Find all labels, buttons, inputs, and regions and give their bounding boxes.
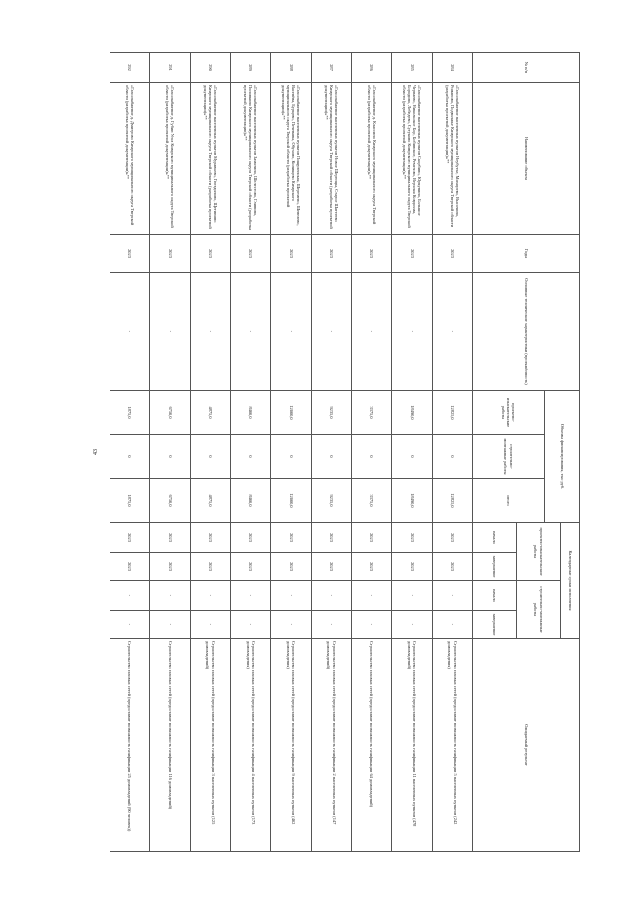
fin-total-value: 4875,0 [190,479,230,523]
construction-start: - [190,581,230,611]
row-number: 285 [391,53,431,83]
fin-construction-value: 0 [432,435,472,479]
design-end: 2023 [230,553,270,581]
fin-construction-value: 0 [351,435,391,479]
row-year: 2023 [149,235,189,273]
fin-design-value: 9235,0 [311,391,351,435]
construction-end: - [311,611,351,639]
construction-end: - [391,611,431,639]
row-number: 289 [230,53,270,83]
design-start: 2023 [270,523,310,553]
expected-result: Строительство газовых сетей (предоставит возможность газификации 64 домовладений) [351,639,391,852]
expected-result: Строительство газовых сетей (предоставит возможность газификации 25 домовладений (90 человек)) [110,639,149,852]
construction-start: - [391,581,431,611]
construction-start: - [432,581,472,611]
expected-result: Строительство газовых сетей (предоставит возможность газификации 5 населенных пунктов (242 домовладения) [432,639,472,852]
header-design-end: завершение [472,553,516,581]
document-page [110,52,580,852]
header-characteristics: Основные технические характеристики (протяжённость) [472,273,579,391]
design-start: 2023 [351,523,391,553]
expected-result: Строительство газовых сетей (предоставит возможность газификации 9 населенных пунктов (402 домовладения) [270,639,310,852]
header-construction-start: начало [472,581,516,611]
row-characteristics: - [230,273,270,391]
fin-total-value: 6750,0 [149,479,189,523]
row-characteristics: - [149,273,189,391]
object-name: «Газоснабжение д. Классино Кимрского муниципального округа Тверской области (разработка проектной документации)»** [351,83,391,235]
construction-end: - [149,611,189,639]
object-name: «Газоснабжение д. Губин Угол Кимрского муниципального округа Тверской области (разработка проектной документации)»** [149,83,189,235]
header-num: № п/п [472,53,579,83]
expected-result: Строительство газовых сетей (предоставит возможность газификации 4 населенных пунктов (173 домовладения) [230,639,270,852]
object-name: «Газоснабжение населенных пунктов Новое Шерепцы, Старое Шаттеево Кимрского муниципального округа Тверской области (разработка проектной документации)»** [311,83,351,235]
construction-start: - [351,581,391,611]
design-start: 2023 [391,523,431,553]
expected-result: Строительство газовых сетей (предоставит возможность газификации 11 населенных пунктов (478 домовладений) [391,639,431,852]
fin-construction-value: 0 [230,435,270,479]
construction-start: - [149,581,189,611]
row-characteristics: - [391,273,431,391]
design-start: 2023 [110,523,149,553]
header-dl-construction: строительно-монтажные работы [516,581,560,639]
row-number: 287 [311,53,351,83]
row-characteristics: - [110,273,149,391]
row-year: 2023 [391,235,431,273]
object-name: «Газоснабжение населенных пунктов Неубутье, Михирево, Высочино, Романово, Подволжье Кимрского муниципального округа Тверской области (разработка проектной документации)»** [432,83,472,235]
fin-total-value: 1875,0 [110,479,149,523]
header-years: Годы [472,235,579,273]
construction-end: - [230,611,270,639]
row-characteristics: - [190,273,230,391]
fin-construction-value: 0 [149,435,189,479]
expected-result: Строительство газовых сетей (предоставит возможность газификации 116 домовладений) [149,639,189,852]
header-design-start: начало [472,523,516,553]
construction-start: - [110,581,149,611]
construction-end: - [270,611,310,639]
fin-design-value: 12000,0 [270,391,310,435]
row-year: 2023 [110,235,149,273]
fin-design-value: 3375,0 [351,391,391,435]
row-characteristics: - [270,273,310,391]
header-financing: Объемы финансирования, тыс руб. [544,391,579,523]
fin-total-value: 12825,0 [432,479,472,523]
expected-result: Строительство газовых сетей (предоставит возможность газификации 2 населенных пунктов (147 домовладений) [311,639,351,852]
investment-table [110,52,580,852]
row-number: 288 [270,53,310,83]
row-year: 2023 [230,235,270,273]
row-characteristics: - [432,273,472,391]
object-name: «Газоснабжение д. Дмитрово Кимрского муниципального округа Тверской области (разработка проектной документации)»** [110,83,149,235]
fin-total-value: 9235,0 [311,479,351,523]
fin-construction-value: 0 [190,435,230,479]
fin-total-value: 18490,0 [391,479,431,523]
header-dl-design: проектно-изыскательские работы [516,523,560,581]
design-start: 2023 [432,523,472,553]
fin-design-value: 6750,0 [149,391,189,435]
fin-total-value: 3375,0 [351,479,391,523]
construction-end: - [190,611,230,639]
header-construction-end: завершение [472,611,516,639]
fin-construction-value: 0 [391,435,431,479]
row-year: 2023 [351,235,391,273]
header-result: Ожидаемый результат [472,639,579,852]
fin-construction-value: 0 [270,435,310,479]
object-name: «Газоснабжение населенных пунктов Муравьево, Гнездилово, Щетинино Кимрского муниципального округа Тверской области (разработка проектной документации)»** [190,83,230,235]
row-year: 2023 [190,235,230,273]
header-name: Наименование объекта [472,83,579,235]
design-end: 2023 [311,553,351,581]
design-end: 2023 [149,553,189,581]
row-year: 2023 [311,235,351,273]
design-end: 2023 [190,553,230,581]
design-start: 2023 [230,523,270,553]
design-start: 2023 [311,523,351,553]
object-name: «Газоснабжение населенных пунктов Замятино, Шелестово, Глинино, Поповкино Кимрского муниципального округа Тверской области (разработка проектной документации)»** [230,83,270,235]
row-number: 291 [149,53,189,83]
construction-end: - [351,611,391,639]
header-fin-construction: строительно-монтажные работы [472,435,544,479]
design-end: 2023 [270,553,310,581]
fin-design-value: 1875,0 [110,391,149,435]
header-fin-design: проектно-изыскательские работы [472,391,544,435]
row-characteristics: - [351,273,391,391]
fin-construction-value: 0 [110,435,149,479]
fin-design-value: 12825,0 [432,391,472,435]
design-end: 2023 [351,553,391,581]
fin-total-value: 12000,0 [270,479,310,523]
construction-start: - [230,581,270,611]
construction-start: - [270,581,310,611]
design-start: 2023 [149,523,189,553]
page-number: 43 [93,449,99,455]
row-year: 2023 [270,235,310,273]
fin-construction-value: 0 [311,435,351,479]
row-number: 284 [432,53,472,83]
row-number: 286 [351,53,391,83]
header-fin-total: итого [472,479,544,523]
row-number: 290 [190,53,230,83]
design-end: 2023 [432,553,472,581]
fin-design-value: 18490,0 [391,391,431,435]
row-year: 2023 [432,235,472,273]
row-characteristics: - [311,273,351,391]
expected-result: Строительство газовых сетей (предоставит возможность газификации 3 населенных пунктов (125 домовладений) [190,639,230,852]
design-end: 2023 [110,553,149,581]
fin-design-value: 4875,0 [190,391,230,435]
construction-start: - [311,581,351,611]
construction-end: - [110,611,149,639]
fin-design-value: 8400,0 [230,391,270,435]
design-end: 2023 [391,553,431,581]
construction-end: - [432,611,472,639]
row-number: 292 [110,53,149,83]
design-start: 2023 [190,523,230,553]
object-name: «Газоснабжение населенных пунктов Пищуленская, Шеремено, Шевелево, Васенёва, Бурцево, Печеваны, Обухово, Конищево Кимрского муниципального округа Тверской области (разработка проектной документации)»** [270,83,310,235]
object-name: «Газоснабжение населенных пунктов Скорбино, Юркунино, Большое Черпаево, Никольское Бор, Бобинское, Ремезово, Верхняя Ковдохма, Бородино, Лебедево, Сутуково Кимрского муниципального округа Тверской области (разработка проектной документации)»** [391,83,431,235]
fin-total-value: 8400,0 [230,479,270,523]
header-deadlines: Календарные сроки исполнения [560,523,579,639]
